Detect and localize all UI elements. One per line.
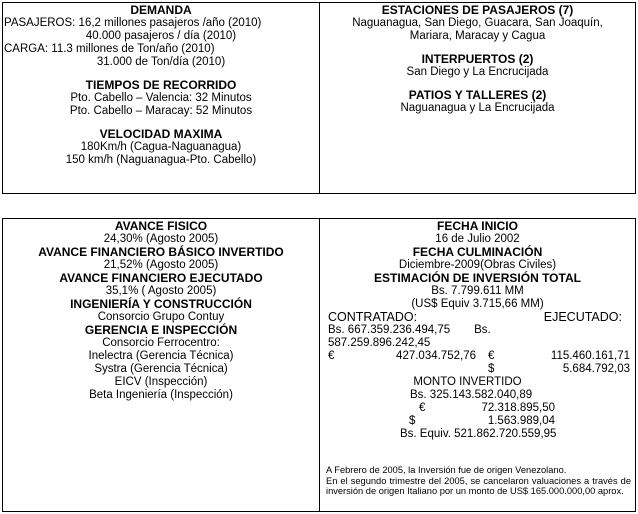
monto-usd-sym: $ <box>409 415 416 427</box>
interpuertos-title: INTERPUERTOS (2) <box>421 52 534 66</box>
avance-fin-ejec-value: 35,1% ( Agosto 2005) <box>105 285 217 297</box>
note-segundo-trimestre: En el segundo trimestre del 2005, se cancelaron valuaciones a través de inversión de origen Italiano por un monto de US$ 165.000.000,00 aprox. <box>326 475 631 496</box>
avance-fin-ejec-title: AVANCE FINANCIERO EJECUTADO <box>59 271 263 285</box>
ejecutado-bs-prefix: Bs. <box>474 324 491 336</box>
fecha-culminacion-title: FECHA CULMINACIÓN <box>412 245 543 259</box>
gerencia-5: Beta Ingeniería (Inspección) <box>89 389 233 401</box>
pasajeros-line: PASAJEROS: 16,2 millones pasajeros /año (2010) <box>4 17 262 29</box>
gerencia-title: GERENCIA E INSPECCIÓN <box>84 323 238 337</box>
ingenieria-title: INGENIERÍA Y CONSTRUCCIÓN <box>70 297 252 311</box>
fecha-culminacion-value: Diciembre-2009(Obras Civiles) <box>398 259 557 271</box>
carga-line: CARGA: 11.3 millones de Ton/año (2010) <box>4 43 215 55</box>
monto-eur: 72.318.895,50 <box>481 402 555 414</box>
estimacion-bs: Bs. 7.799.611 MM <box>431 285 524 297</box>
interpuertos-line: San Diego y La Encrucijada <box>406 66 549 78</box>
avance-fin-basico-title: AVANCE FINANCIERO BÁSICO INVERTIDO <box>38 245 284 259</box>
avance-fisico-title: AVANCE FISICO <box>114 219 208 233</box>
cell-fechas-inversion <box>319 219 635 511</box>
avance-fisico-value: 24,30% (Agosto 2005) <box>103 233 219 245</box>
gerencia-3: Systra (Gerencia Técnica) <box>94 363 228 375</box>
estimacion-usd: (US$ Equiv 3.715,66 MM) <box>411 298 544 310</box>
demanda-title: DEMANDA <box>130 3 192 17</box>
ejecutado-usd: 5.684.792,03 <box>562 363 630 375</box>
note-febrero: A Febrero de 2005, la Inversión fue de origen Venezolano. <box>326 465 567 475</box>
velocidad-title: VELOCIDAD MAXIMA <box>99 127 223 141</box>
contratado-eur: 427.034.752,76 <box>396 350 476 362</box>
estimacion-title: ESTIMACIÓN DE INVERSIÓN TOTAL <box>374 271 581 285</box>
velocidad-2: 150 km/h (Naguanagua-Pto. Cabello) <box>65 154 257 166</box>
pasajeros-dia: 40.000 pasajeros / día (2010) <box>85 30 237 42</box>
contratado-label: CONTRATADO: <box>328 310 418 324</box>
monto-eur-sym: € <box>419 402 426 414</box>
ejecutado-usd-sym: $ <box>488 363 495 375</box>
velocidad-1: 180Km/h (Cagua-Naguanagua) <box>80 141 242 153</box>
estaciones-line1: Naguanagua, San Diego, Guacara, San Joaquín, <box>352 17 603 29</box>
monto-usd: 1.563.989,04 <box>487 415 555 427</box>
ejecutado-eur: 115.460.161,71 <box>550 350 630 362</box>
cell-demanda <box>3 3 319 193</box>
carga-dia: 31.000 de Ton/día (2010) <box>96 56 226 68</box>
patios-title: PATIOS Y TALLERES (2) <box>408 88 547 102</box>
ingenieria-value: Consorcio Grupo Contuy <box>97 311 225 323</box>
table-project-progress <box>2 218 636 512</box>
estaciones-title: ESTACIONES DE PASAJEROS (7) <box>381 3 574 17</box>
estaciones-line2: Mariara, Maracay y Cagua <box>409 30 546 42</box>
ejecutado-eur-sym: € <box>488 350 495 362</box>
tiempo-valencia: Pto. Cabello – Valencia: 32 Minutos <box>70 92 252 104</box>
contratado-bs2: 587.259.896.242,45 <box>328 337 431 349</box>
tiempos-title: TIEMPOS DE RECORRIDO <box>85 78 237 92</box>
monto-title: MONTO INVERTIDO <box>413 376 522 388</box>
fecha-inicio-title: FECHA INICIO <box>437 219 518 233</box>
avance-fin-basico-value: 21,52% (Agosto 2005) <box>103 259 219 271</box>
ejecutado-label: EJECUTADO: <box>543 310 622 324</box>
gerencia-1: Consorcio Ferrocentro: <box>102 337 220 349</box>
contratado-bs: Bs. 667.359.236.494,75 <box>328 324 451 336</box>
patios-line: Naguanagua y La Encrucijada <box>400 102 555 114</box>
contratado-eur-sym: € <box>328 350 335 362</box>
gerencia-4: EICV (Inspección) <box>114 376 208 388</box>
fecha-inicio-value: 16 de Julio 2002 <box>435 233 520 245</box>
tiempo-maracay: Pto. Cabello – Maracay: 52 Minutos <box>69 105 253 117</box>
table-project-overview <box>2 2 636 194</box>
monto-equiv: Bs. Equiv. 521.862.720.559,95 <box>400 428 557 440</box>
monto-bs: Bs. 325.143.582.040,89 <box>410 389 533 401</box>
cell-estaciones <box>319 3 635 193</box>
gerencia-2: Inelectra (Gerencia Técnica) <box>88 350 234 362</box>
cell-avance <box>3 219 319 511</box>
